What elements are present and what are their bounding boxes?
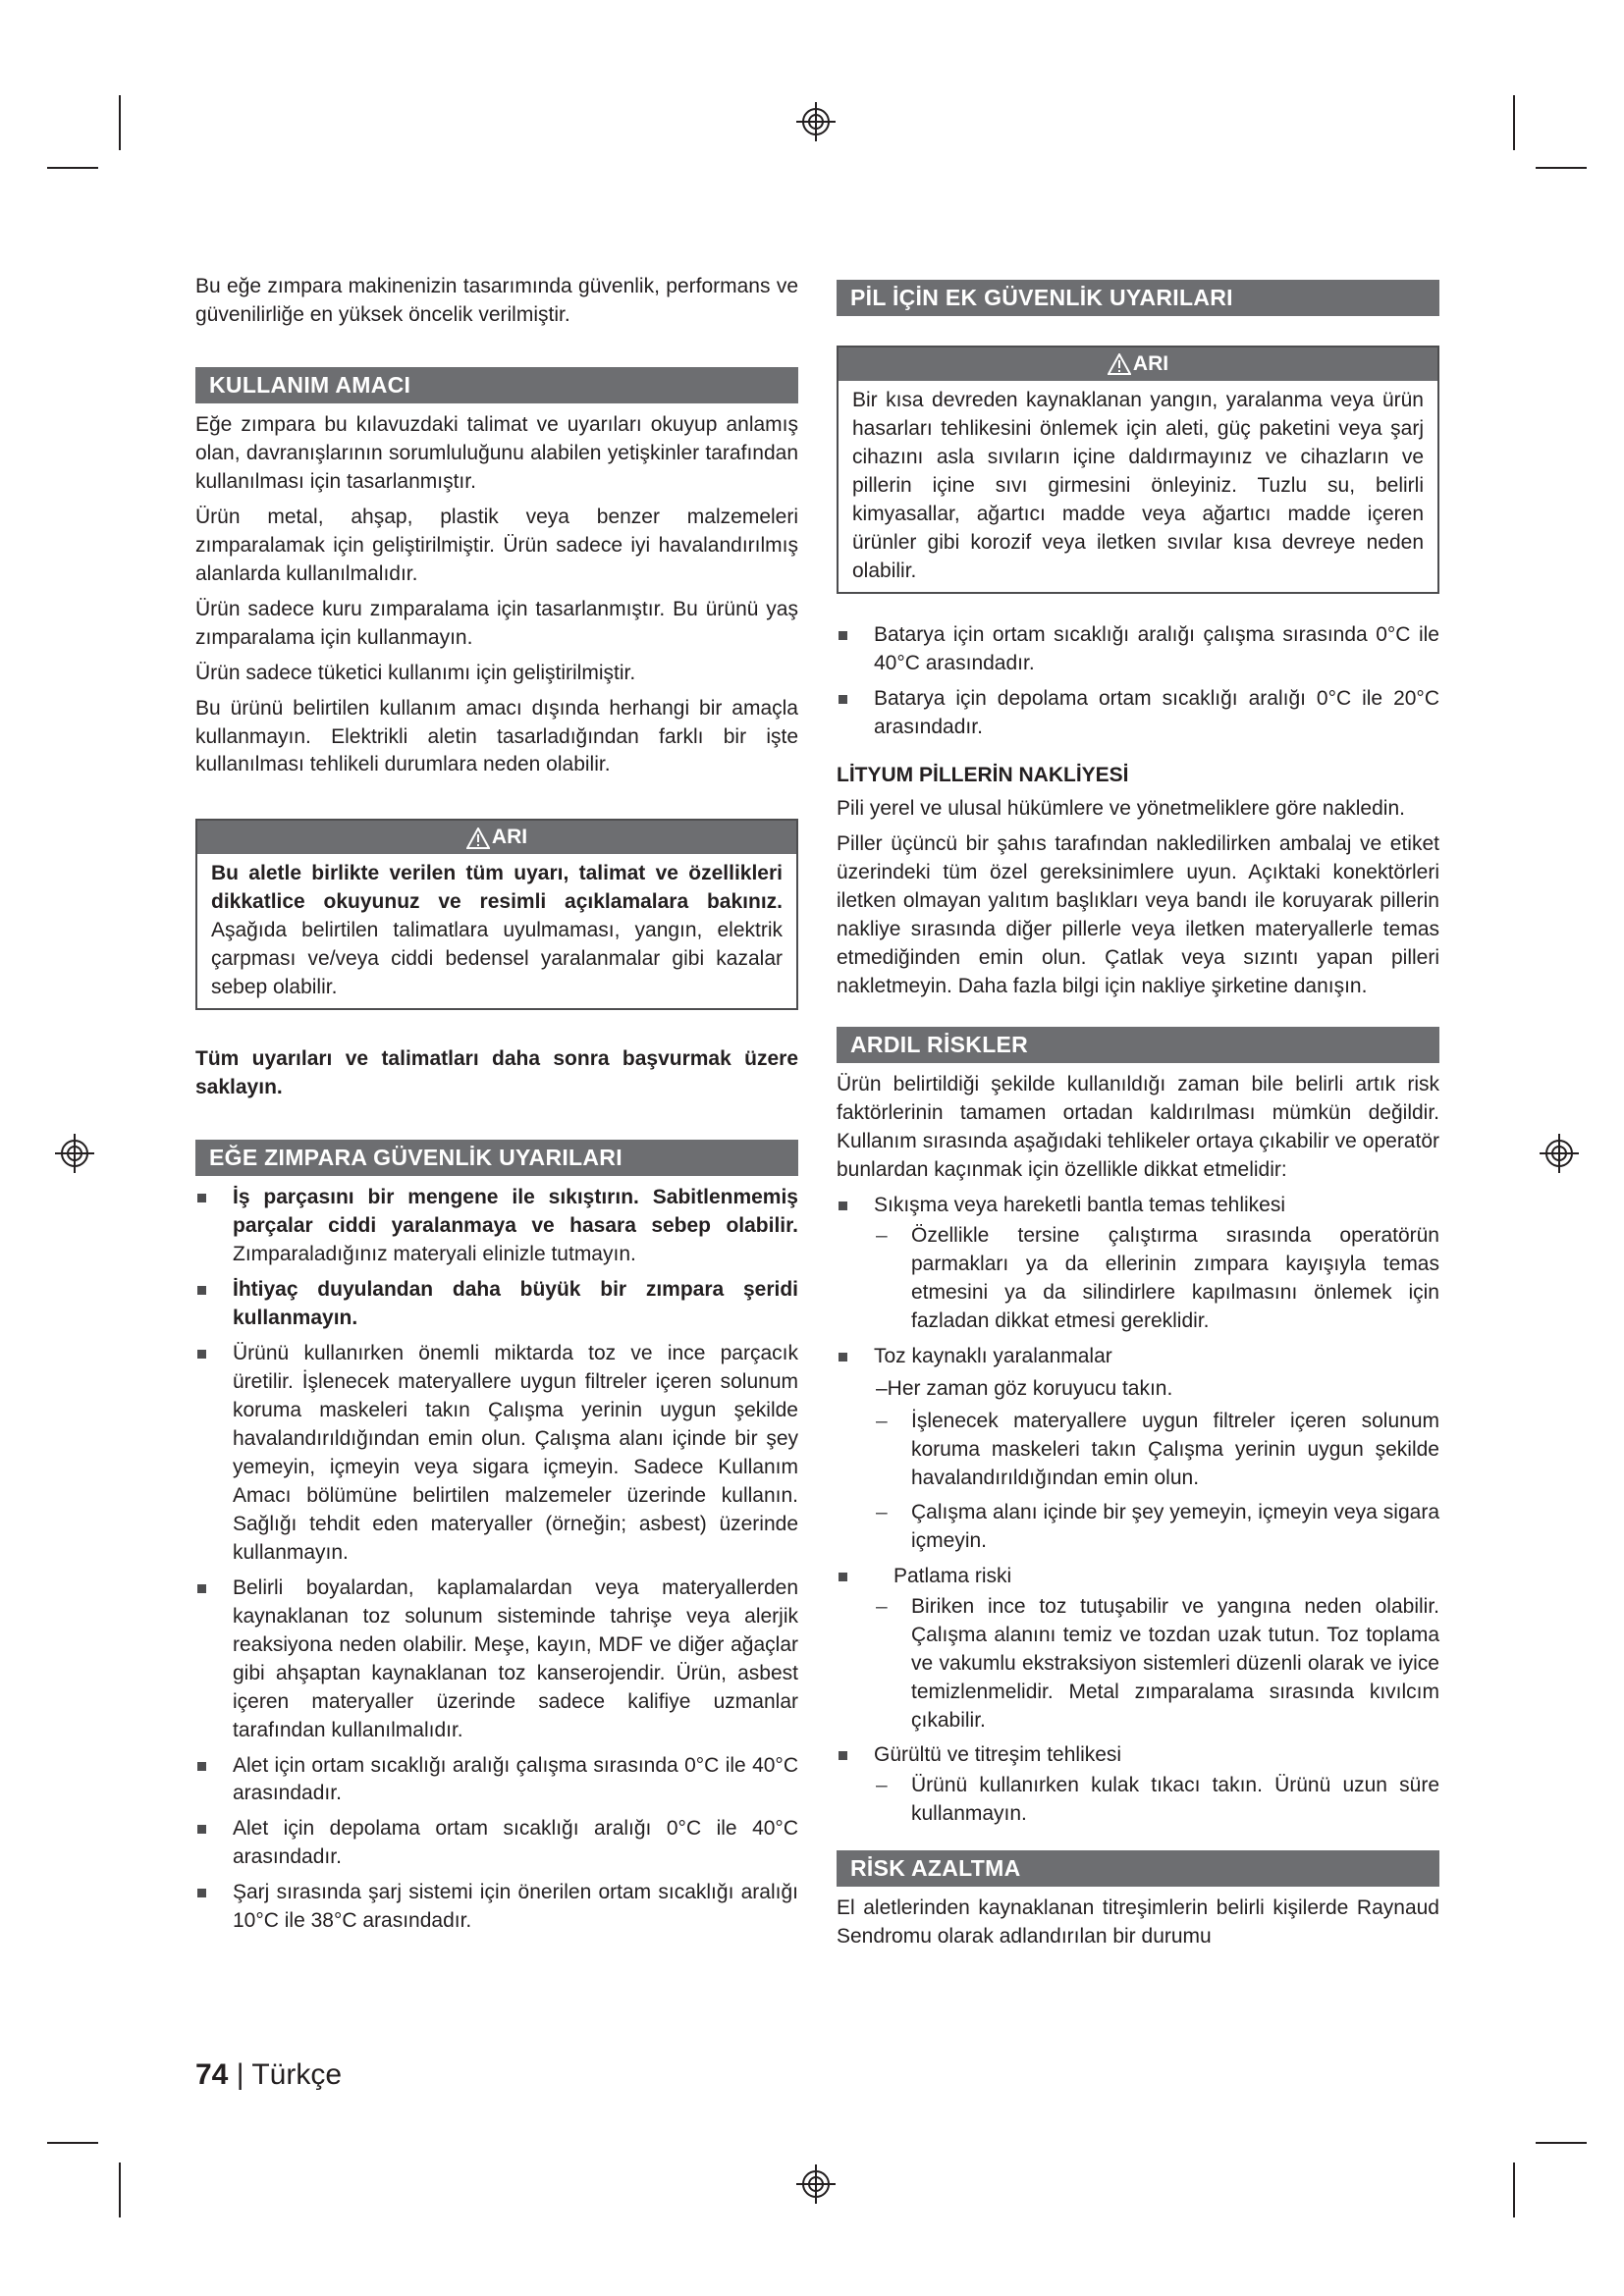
- crop-mark: [1536, 2142, 1587, 2144]
- warning-body: [839, 381, 1437, 592]
- registration-mark-icon: [1540, 1134, 1579, 1173]
- risk-label: Gürültü ve titreşim tehlikesi: [874, 1743, 1122, 1767]
- registration-mark-icon: [796, 2164, 836, 2204]
- right-column: [837, 280, 1439, 1958]
- sub-list-item: – İşlenecek materyallere uygun filtreler içeren solunum koruma maskeleri takın Çalışma yerinin uygun şekilde havalandırıldığından emin olun.: [874, 1408, 1439, 1493]
- list-item: [195, 1184, 798, 1269]
- crop-mark: [47, 167, 98, 169]
- transport-paragraph: Piller üçüncü bir şahıs tarafından nakledilirken ambalaj ve etiket üzerindeki tüm özel gereksinimlere uyun. Açıktaki konektörleri iletken olmayan yalıtım başlıkları veya bandı ile koruyarak pillerin nakliye sırasında diğer pillerle veya iletken materyallerle temas etmediğinden emin olun. Çatlak veya sızıntı yapan pilleri nakletmeyin. Daha fazla bilgi için nakliye şirketine danışın.: [837, 832, 1439, 998]
- intro-text: Bu eğe zımpara makinenizin tasarımında güvenlik, performans ve güvenilirliğe en yüksek öncelik verilmiştir.: [195, 275, 798, 326]
- left-column: [195, 273, 798, 1943]
- registration-mark-icon: [55, 1134, 94, 1173]
- page-number: 74: [195, 2058, 229, 2091]
- transport-paragraph: Pili yerel ve ulusal hükümlere ve yönetmeliklere göre nakledin.: [837, 797, 1405, 821]
- list-item: [837, 1563, 1439, 1735]
- list-item: [195, 1340, 798, 1568]
- page-footer: [195, 2055, 342, 2095]
- usage-paragraph: Eğe zımpara bu kılavuzdaki talimat ve uyarıları okuyup anlamış olan, davranışlarının sorumluluğunu alabilen yetişkinler tarafından kullanılması için tasarlanmıştır.: [195, 412, 798, 493]
- list-item: Batarya için depolama ortam sıcaklığı aralığı 0°C ile 20°C arasındadır.: [837, 685, 1439, 742]
- warning-triangle-icon: [466, 828, 490, 849]
- list-item-bold: İş parçasını bir mengene ile sıkıştırın. Sabitlenmemiş parçalar ciddi yaralanmaya ve hasara sebep olabilir.: [233, 1186, 798, 1238]
- sub-list-item: – Ürünü kullanırken kulak tıkacı takın. Ürünü uzun süre kullanmayın.: [874, 1772, 1439, 1829]
- usage-paragraph: Ürün sadece kuru zımparalama için tasarlanmıştır. Bu ürünü yaş zımparalama için kullanmayın.: [195, 597, 798, 649]
- usage-paragraph: Ürün sadece tüketici kullanımı için geliştirilmiştir.: [195, 661, 636, 684]
- footer-separator: |: [236, 2058, 244, 2091]
- warning-triangle-icon: [1108, 353, 1131, 375]
- usage-paragraph: Ürün metal, ahşap, plastik veya benzer malzemeleri zımparalamak için geliştirilmiştir. Ürün sadece iyi havalandırılmış alanlarda kullanılmalıdır.: [195, 505, 798, 585]
- safety-list: [195, 1184, 798, 1936]
- list-item-text: Alet için ortam sıcaklığı aralığı çalışma sırasında 0°C ile 40°C arasındadır.: [233, 1753, 798, 1805]
- list-item: [195, 1276, 798, 1333]
- sub-list: [874, 1772, 1439, 1829]
- footer-language: Türkçe: [251, 2058, 342, 2091]
- crop-mark: [47, 2142, 98, 2144]
- list-item-text: Şarj sırasında şarj sistemi için önerilen ortam sıcaklığı aralığı 10°C ile 38°C arasındadır.: [233, 1881, 798, 1933]
- list-item: [837, 1741, 1439, 1829]
- section-title-residual: ARDIL RİSKLER: [837, 1027, 1439, 1063]
- warning-header: [197, 821, 796, 854]
- usage-paragraph: Bu ürünü belirtilen kullanım amacı dışında herhangi bir amaçla kullanmayın. Elektrikli aletin tasarladığından farklı bir işte kullanılması tehlikeli durumlara neden olabilir.: [195, 696, 798, 776]
- crop-mark: [1536, 167, 1587, 169]
- sub-list-item: – Özellikle tersine çalıştırma sırasında operatörün parmakları ya da ellerinin zımpara kayışıyla temas etmesini ya da silindirlere kapılmasını önlemek için fazladan dikkat etmesi gereklidir.: [874, 1222, 1439, 1336]
- risk-label: Sıkışma veya hareketli bantla temas tehlikesi: [874, 1194, 1286, 1217]
- list-item: [195, 1879, 798, 1936]
- crop-mark: [1513, 95, 1515, 150]
- warning-label: ARI: [1132, 351, 1169, 375]
- keep-instructions-note: Tüm uyarıları ve talimatları daha sonra başvurmak üzere saklayın.: [195, 1047, 798, 1099]
- warning-bold-text: Bu aletle birlikte verilen tüm uyarı, talimat ve özellikleri dikkatlice okuyunuz ve resimli açıklamalara bakınız.: [211, 862, 783, 914]
- reduction-text: El aletlerinden kaynaklanan titreşimlerin belirli kişilerde Raynaud Sendromu olarak adlandırılan bir durumu: [837, 1896, 1439, 1949]
- warning-box: [195, 819, 798, 1010]
- sub-list-item: – Çalışma alanı içinde bir şey yemeyin, içmeyin veya sigara içmeyin.: [874, 1499, 1439, 1556]
- warning-body: [197, 854, 796, 1008]
- list-item-bold: İhtiyaç duyulandan daha büyük bir zımpara şeridi kullanmayın.: [233, 1278, 798, 1329]
- residual-list: [837, 1192, 1439, 1829]
- list-item: [837, 1343, 1439, 1556]
- crop-mark: [119, 95, 121, 150]
- sub-list-item: –Her zaman göz koruyucu takın.: [876, 1376, 1173, 1400]
- sub-list: [874, 1222, 1439, 1336]
- list-item-text: Belirli boyalardan, kaplamalardan veya materyallerden kaynaklanan toz solunum sisteminde tahrişe veya alerjik reaksiyona neden olabilir. Meşe, kayın, MDF ve diğer ağaçlar gibi ahşaptan kaynaklanan toz kanserojendir. Ürün, asbest içeren materyaller üzerinde sadece kalifiye uzmanlar tarafından kullanılmalıdır.: [233, 1575, 798, 1741]
- battery-list: [837, 621, 1439, 742]
- list-item: [195, 1752, 798, 1809]
- warning-text: Aşağıda belirtilen talimatlara uyulmaması, yangın, elektrik çarpması ve/veya ciddi bedensel yaralanmalar gibi kazalar sebep olabilir.: [211, 919, 783, 999]
- list-item-text: Alet için depolama ortam sıcaklığı aralığı 0°C ile 40°C arasındadır.: [233, 1817, 798, 1869]
- sub-list: [874, 1408, 1439, 1556]
- crop-mark: [1513, 2163, 1515, 2217]
- section-title-safety: EĞE ZIMPARA GÜVENLİK UYARILARI: [195, 1140, 798, 1176]
- warning-header: [839, 347, 1437, 381]
- section-title-reduction: RİSK AZALTMA: [837, 1850, 1439, 1887]
- crop-mark: [119, 2163, 121, 2217]
- list-item: [195, 1815, 798, 1872]
- risk-label: Toz kaynaklı yaralanmalar: [874, 1344, 1112, 1367]
- warning-text: Bir kısa devreden kaynaklanan yangın, yaralanma veya ürün hasarları tehlikesini önlemek için aleti, güç paketini veya şarj cihazını asla sıvıların içine daldırmayınız ve cihazların ve pillerin içine sıvı girmesini önleyiniz. Tuzlu su, belirli kimyasallar, ağartıcı madde veya ağartıcı madde içeren ürünler gibi korozif veya iletken sıvılar kısa devreye neden olabilir.: [852, 388, 1424, 582]
- registration-mark-icon: [796, 102, 836, 141]
- section-title-battery: PİL İÇİN EK GÜVENLİK UYARILARI: [837, 280, 1439, 316]
- list-item-text: Zımparaladığınız materyali elinizle tutmayın.: [233, 1243, 636, 1266]
- list-item-text: Ürünü kullanırken önemli miktarda toz ve ince parçacık üretilir. İşlenecek materyallere uygun filtreler içeren solunum koruma maskeleri takın Çalışma yerinin uygun şekilde havalandırıldığından emin olun. Çalışma alanı içinde bir şey yemeyin, içmeyin veya sigara içmeyin. Sadece Kullanım Amacı bölümüne belirtilen malzemeler üzerinde kullanın. Sağlığı tehdit eden materyaller (örneğin; asbest) üzerinde kullanmayın.: [233, 1341, 798, 1564]
- risk-label: Patlama riski: [893, 1564, 1012, 1587]
- section-title-usage: KULLANIM AMACI: [195, 367, 798, 403]
- section-title-transport: LİTYUM PİLLERİN NAKLİYESİ: [837, 763, 1129, 786]
- list-item: [195, 1575, 798, 1745]
- warning-label: ARI: [491, 826, 528, 849]
- sub-list-item: – Biriken ince toz tutuşabilir ve yangına neden olabilir. Çalışma alanını temiz ve tozdan uzak tutun. Toz toplama ve vakumlu ekstraksiyon sistemleri düzenli olarak ve iyice temizlenmelidir. Metal zımparalama sırasında kıvılcım çıkabilir.: [874, 1593, 1439, 1735]
- residual-intro: Ürün belirtildiği şekilde kullanıldığı zaman bile belirli artık risk faktörlerinin tamamen ortadan kaldırılması mümkün değildir. Kullanım sırasında aşağıdaki tehlikeler ortaya çıkabilir ve operatör bunlardan kaçınmak için özellikle dikkat etmelidir:: [837, 1073, 1439, 1182]
- battery-warning-box: [837, 346, 1439, 594]
- sub-list: [874, 1593, 1439, 1735]
- list-item: Batarya için ortam sıcaklığı aralığı çalışma sırasında 0°C ile 40°C arasındadır.: [837, 621, 1439, 678]
- list-item: [837, 1192, 1439, 1336]
